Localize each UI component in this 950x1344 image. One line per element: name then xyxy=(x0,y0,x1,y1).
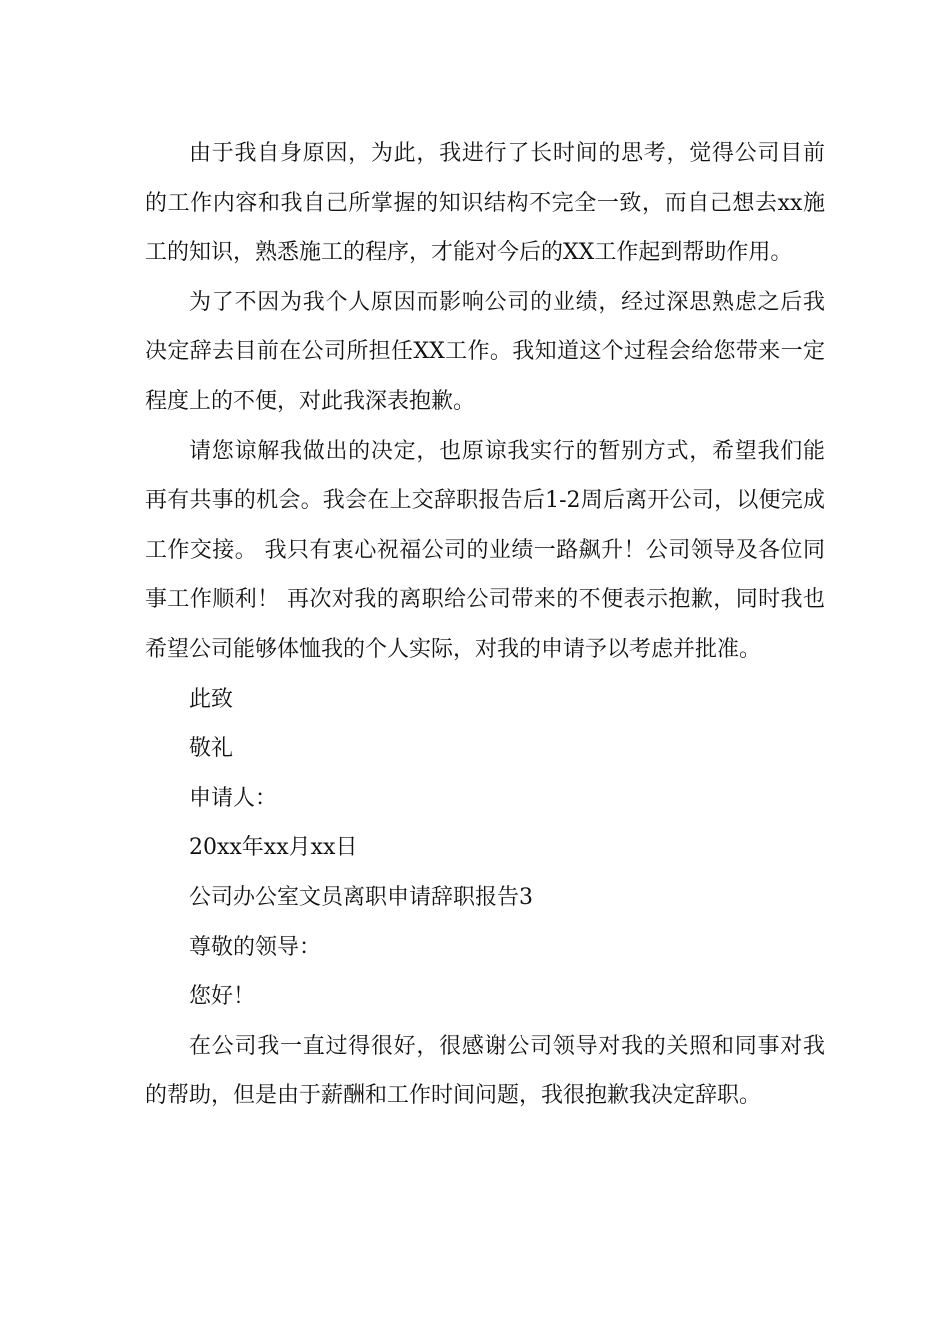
paragraph-apology: 请您谅解我做出的决定，也原谅我实行的暂别方式，希望我们能再有共事的机会。我会在上交辞职报告后1-2周后离开公司，以便完成工作交接。 我只有衷心祝福公司的业绩一路飙升！公司领导及各位同事工作顺利！ 再次对我的离职给公司带来的不便表示抱歉，同时我也希望公司能够体恤我的个人实际，对我的申请予以考虑并批准。 xyxy=(145,438,825,662)
applicant-label: 申请人： xyxy=(189,785,278,811)
paragraph-reason: 由于我自身原因，为此，我进行了长时间的思考，觉得公司目前的工作内容和我自己所掌握的知识结构不完全一致，而自己想去xx施工的知识，熟悉施工的程序，才能对今后的XX工作起到帮助作用。 xyxy=(145,141,825,266)
greeting-leader: 尊敬的领导： xyxy=(189,934,322,960)
paragraph-thanks: 在公司我一直过得很好，很感谢公司领导对我的关照和同事对我的帮助，但是由于薪酬和工作时间问题，我很抱歉我决定辞职。 xyxy=(145,1033,825,1109)
greeting-hello: 您好！ xyxy=(189,984,256,1010)
section-title: 公司办公室文员离职申请辞职报告3 xyxy=(189,884,533,910)
document-body xyxy=(145,129,825,1121)
closing-salutation: 此致 xyxy=(189,686,234,712)
date-line: 20xx年xx月xx日 xyxy=(189,835,358,861)
paragraph-decision: 为了不因为我个人原因而影响公司的业绩，经过深思熟虑之后我决定辞去目前在公司所担任XX工作。我知道这个过程会给您带来一定程度上的不便，对此我深表抱歉。 xyxy=(145,289,825,414)
closing-regards: 敬礼 xyxy=(189,736,234,762)
